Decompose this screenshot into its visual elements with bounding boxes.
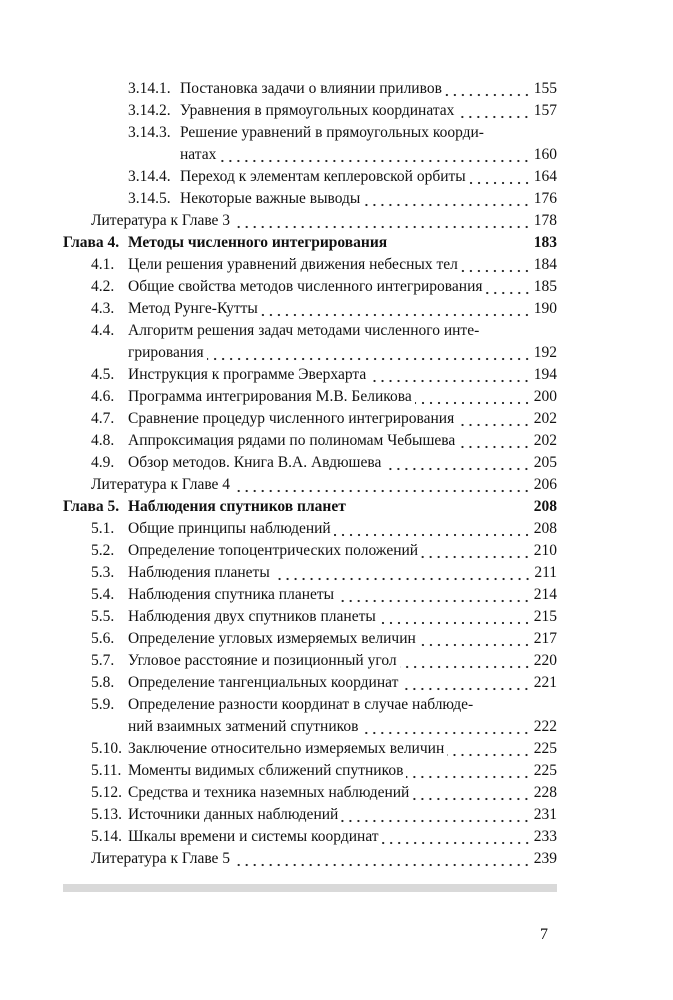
entry-page: 194 xyxy=(533,366,557,383)
entry-title: Определение тангенциальных координат xyxy=(128,674,399,691)
entry-page: 155 xyxy=(533,80,557,97)
toc-entry xyxy=(63,276,557,298)
toc-entry xyxy=(63,122,557,166)
entry-page: 217 xyxy=(533,630,557,647)
entry-number: 5.8. xyxy=(91,674,115,691)
entry-page: 206 xyxy=(533,476,557,493)
entry-page: 185 xyxy=(533,278,557,295)
dot-leader xyxy=(233,474,531,496)
entry-page: 222 xyxy=(533,718,557,735)
entry-number: 5.6. xyxy=(91,630,115,647)
entry-number: 4.8. xyxy=(91,432,115,449)
entry-page: 160 xyxy=(533,146,557,163)
dot-leader xyxy=(447,738,531,760)
entry-title: Метод Рунге-Кутты xyxy=(128,300,258,317)
chapter-heading xyxy=(63,496,557,518)
entry-title: Инструкция к программе Эверхарта xyxy=(128,366,367,383)
toc-line xyxy=(63,672,557,694)
toc-line xyxy=(63,496,557,518)
entry-page: 210 xyxy=(533,542,557,559)
toc-entry xyxy=(63,386,557,408)
toc-line xyxy=(63,122,557,144)
entry-number: 5.4. xyxy=(91,586,115,603)
entry-page: 164 xyxy=(533,168,557,185)
toc-entry xyxy=(63,826,557,848)
dot-leader xyxy=(421,540,531,562)
entry-number: 5.11. xyxy=(91,762,122,779)
entry-title: Сравнение процедур численного интегрирования xyxy=(128,410,455,427)
entry-page: 239 xyxy=(533,850,557,867)
dot-leader xyxy=(273,562,532,584)
entry-title: Наблюдения спутников планет xyxy=(128,498,346,515)
toc-entry xyxy=(63,672,557,694)
toc-line xyxy=(63,386,557,408)
entry-number: 5.5. xyxy=(91,608,115,625)
toc-line xyxy=(63,210,557,232)
toc-entry xyxy=(63,518,557,540)
entry-page: 176 xyxy=(533,190,557,207)
toc-entry xyxy=(63,584,557,606)
toc-line xyxy=(63,166,557,188)
entry-page: 221 xyxy=(533,674,557,691)
toc-line xyxy=(63,606,557,628)
entry-page: 228 xyxy=(533,784,557,801)
toc-entry xyxy=(63,650,557,672)
entry-page: 231 xyxy=(533,806,557,823)
dot-leader xyxy=(400,650,531,672)
entry-number: 4.3. xyxy=(91,300,115,317)
dot-leader xyxy=(379,606,531,628)
entry-page: 183 xyxy=(533,234,557,251)
toc-entry xyxy=(63,474,557,496)
dot-leader xyxy=(337,584,531,606)
entry-title-continued: ний взаимных затмений спутников xyxy=(128,718,359,735)
entry-page: 208 xyxy=(533,520,557,537)
entry-page: 202 xyxy=(533,410,557,427)
toc-entry xyxy=(63,760,557,782)
toc-line xyxy=(63,694,557,716)
entry-title: Моменты видимых сближений спутников xyxy=(128,762,404,779)
entry-title: Переход к элементам кеплеровской орбиты xyxy=(180,168,466,185)
dot-leader xyxy=(361,716,530,738)
entry-page: 184 xyxy=(533,256,557,273)
footer-rule xyxy=(63,884,557,892)
entry-title: Литература к Главе 4 xyxy=(91,476,231,493)
toc-entry xyxy=(63,210,557,232)
entry-page: 190 xyxy=(533,300,557,317)
dot-leader xyxy=(412,782,530,804)
dot-leader xyxy=(341,804,530,826)
entry-title-continued: грирования xyxy=(128,344,204,361)
entry-page: 205 xyxy=(533,454,557,471)
toc-entry xyxy=(63,78,557,100)
entry-page: 200 xyxy=(533,388,557,405)
entry-title: Источники данных наблюдений xyxy=(128,806,339,823)
toc-line xyxy=(63,804,557,826)
entry-title: Литература к Главе 3 xyxy=(91,212,231,229)
toc-entry xyxy=(63,298,557,320)
dot-leader xyxy=(233,210,531,232)
dot-leader xyxy=(219,144,530,166)
entry-title: Шкалы времени и системы координат xyxy=(128,828,379,845)
toc-line xyxy=(63,188,557,210)
toc-entry xyxy=(63,452,557,474)
toc-line xyxy=(63,254,557,276)
toc-line xyxy=(63,782,557,804)
toc-line xyxy=(63,298,557,320)
toc-line xyxy=(63,760,557,782)
entry-number: 4.4. xyxy=(91,322,115,339)
entry-title: Уравнения в прямоугольных координатах xyxy=(180,102,455,119)
toc-entry xyxy=(63,606,557,628)
entry-title: Определение топоцентрических положений xyxy=(128,542,419,559)
entry-number: 5.9. xyxy=(91,696,115,713)
dot-leader xyxy=(461,254,531,276)
entry-number: 5.13. xyxy=(91,806,122,823)
toc-line xyxy=(63,364,557,386)
toc-entry xyxy=(63,188,557,210)
toc-entry xyxy=(63,364,557,386)
toc-entry xyxy=(63,738,557,760)
table-of-contents xyxy=(63,78,557,870)
dot-leader xyxy=(369,364,531,386)
toc-entry xyxy=(63,166,557,188)
entry-title: Литература к Главе 5 xyxy=(91,850,231,867)
toc-line xyxy=(63,738,557,760)
dot-leader xyxy=(419,628,531,650)
chapter-heading xyxy=(63,232,557,254)
entry-number: 3.14.3. xyxy=(128,124,171,141)
dot-leader xyxy=(261,298,531,320)
dot-leader xyxy=(384,452,530,474)
dot-leader xyxy=(457,408,531,430)
dot-leader xyxy=(382,826,531,848)
entry-title: Наблюдения спутника планеты xyxy=(128,586,335,603)
entry-title: Средства и техника наземных наблюдений xyxy=(128,784,410,801)
toc-entry xyxy=(63,540,557,562)
entry-page: 202 xyxy=(533,432,557,449)
entry-number: 5.10. xyxy=(91,740,122,757)
dot-leader xyxy=(207,342,531,364)
toc-entry xyxy=(63,804,557,826)
entry-number: 5.3. xyxy=(91,564,115,581)
entry-number: 5.7. xyxy=(91,652,115,669)
toc-line xyxy=(63,232,557,254)
toc-line xyxy=(63,540,557,562)
entry-title: Заключение относительно измеряемых величин xyxy=(128,740,445,757)
entry-title: Общие принципы наблюдений xyxy=(128,520,331,537)
dot-leader xyxy=(458,430,530,452)
toc-line xyxy=(63,430,557,452)
entry-title: Программа интегрирования М.В. Беликова xyxy=(128,388,412,405)
toc-line xyxy=(63,518,557,540)
entry-title: Определение угловых измеряемых величин xyxy=(128,630,416,647)
entry-title-continued: натах xyxy=(180,146,217,163)
entry-page: 214 xyxy=(533,586,557,603)
dot-leader xyxy=(445,78,531,100)
dot-leader xyxy=(390,232,531,254)
entry-number: 3.14.1. xyxy=(128,80,171,97)
entry-number: 4.9. xyxy=(91,454,115,471)
entry-number: 4.5. xyxy=(91,366,115,383)
entry-page: 157 xyxy=(533,102,557,119)
entry-number: 4.6. xyxy=(91,388,115,405)
toc-line xyxy=(63,584,557,606)
toc-line-continued xyxy=(63,342,557,364)
toc-line xyxy=(63,100,557,122)
entry-page: 192 xyxy=(533,344,557,361)
entry-title: Угловое расстояние и позиционный угол xyxy=(128,652,397,669)
toc-entry xyxy=(63,320,557,364)
entry-page: 220 xyxy=(533,652,557,669)
toc-line xyxy=(63,650,557,672)
entry-title: Определение разности координат в случае наблюде- xyxy=(128,696,474,713)
toc-line xyxy=(63,474,557,496)
entry-number: 4.1. xyxy=(91,256,115,273)
dot-leader xyxy=(457,100,530,122)
entry-number: 5.12. xyxy=(91,784,122,801)
entry-title: Наблюдения планеты xyxy=(128,564,270,581)
entry-title: Постановка задачи о влиянии приливов xyxy=(180,80,442,97)
toc-entry xyxy=(63,254,557,276)
toc-line xyxy=(63,320,557,342)
toc-line-continued xyxy=(63,144,557,166)
toc-line xyxy=(63,276,557,298)
toc-entry xyxy=(63,408,557,430)
toc-line-continued xyxy=(63,716,557,738)
toc-line xyxy=(63,452,557,474)
entry-page: 225 xyxy=(533,740,557,757)
entry-title: Методы численного интегрирования xyxy=(128,234,388,251)
entry-title: Алгоритм решения задач методами численного инте- xyxy=(128,322,480,339)
toc-entry xyxy=(63,628,557,650)
entry-number: 3.14.5. xyxy=(128,190,171,207)
entry-page: 215 xyxy=(533,608,557,625)
dot-leader xyxy=(334,518,531,540)
toc-entry xyxy=(63,782,557,804)
toc-line xyxy=(63,848,557,870)
dot-leader xyxy=(486,276,531,298)
entry-number: 5.1. xyxy=(91,520,115,537)
toc-entry xyxy=(63,848,557,870)
toc-line xyxy=(63,78,557,100)
page-number: 7 xyxy=(540,926,548,943)
entry-title: Обзор методов. Книга В.А. Авдюшева xyxy=(128,454,382,471)
entry-number: 4.7. xyxy=(91,410,115,427)
toc-line xyxy=(63,408,557,430)
toc-entry xyxy=(63,430,557,452)
entry-page: 225 xyxy=(533,762,557,779)
entry-number: 3.14.2. xyxy=(128,102,171,119)
toc-entry xyxy=(63,562,557,584)
entry-title: Аппроксимация рядами по полиномам Чебышева xyxy=(128,432,456,449)
entry-title: Цели решения уравнений движения небесных тел xyxy=(128,256,458,273)
toc-entry xyxy=(63,100,557,122)
entry-page: 208 xyxy=(533,498,557,515)
entry-number: Глава 4. xyxy=(63,234,120,251)
entry-number: 5.2. xyxy=(91,542,115,559)
dot-leader xyxy=(401,672,530,694)
entry-number: 3.14.4. xyxy=(128,168,171,185)
entry-number: Глава 5. xyxy=(63,498,120,515)
dot-leader xyxy=(349,496,531,518)
toc-line xyxy=(63,562,557,584)
toc-line xyxy=(63,628,557,650)
dot-leader xyxy=(363,188,530,210)
entry-page: 178 xyxy=(533,212,557,229)
entry-number: 4.2. xyxy=(91,278,115,295)
dot-leader xyxy=(469,166,531,188)
toc-line xyxy=(63,826,557,848)
entry-title: Решение уравнений в прямоугольных коорди- xyxy=(180,124,484,141)
dot-leader xyxy=(415,386,531,408)
entry-number: 5.14. xyxy=(91,828,122,845)
entry-title: Некоторые важные выводы xyxy=(180,190,361,207)
entry-title: Общие свойства методов численного интегрирования xyxy=(128,278,483,295)
entry-page: 211 xyxy=(534,564,557,581)
dot-leader xyxy=(233,848,531,870)
dot-leader xyxy=(406,760,530,782)
entry-page: 233 xyxy=(533,828,557,845)
entry-title: Наблюдения двух спутников планеты xyxy=(128,608,376,625)
toc-entry xyxy=(63,694,557,738)
